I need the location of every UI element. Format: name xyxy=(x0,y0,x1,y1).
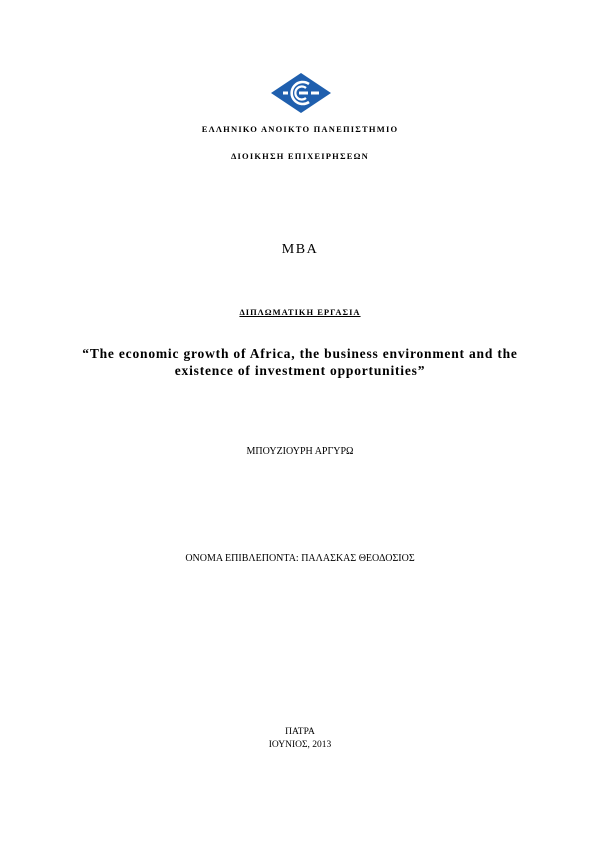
department-name: ΔΙΟΙΚΗΣΗ ΕΠΙΧΕΙΡΗΣΕΩΝ xyxy=(231,151,369,161)
thesis-title xyxy=(40,345,560,379)
author-name: ΜΠΟΥΖΙΟΥΡΗ ΑΡΓΥΡΩ xyxy=(246,446,354,457)
program-name: MBA xyxy=(281,242,319,257)
university-name: ΕΛΛΗΝΙΚΟ ΑΝΟΙΚΤΟ ΠΑΝΕΠΙΣΤΗΜΙΟ xyxy=(201,124,399,134)
city: ΠΑΤΡΑ xyxy=(285,727,315,737)
university-logo-icon xyxy=(270,72,332,114)
thesis-title-line-1: “The economic growth of Africa, the business environment and the xyxy=(82,346,518,361)
thesis-title-line-2: existence of investment opportunities” xyxy=(174,363,426,378)
thesis-type-heading: ΔΙΠΛΩΜΑΤΙΚΗ ΕΡΓΑΣΙΑ xyxy=(239,307,361,317)
supervisor-name: ΟΝΟΜΑ ΕΠΙΒΛΕΠΟΝΤΑ: ΠΑΛΑΣΚΑΣ ΘΕΟΔΟΣΙΟΣ xyxy=(185,553,415,564)
submission-date: ΙΟΥΝΙΟΣ, 2013 xyxy=(268,740,332,750)
